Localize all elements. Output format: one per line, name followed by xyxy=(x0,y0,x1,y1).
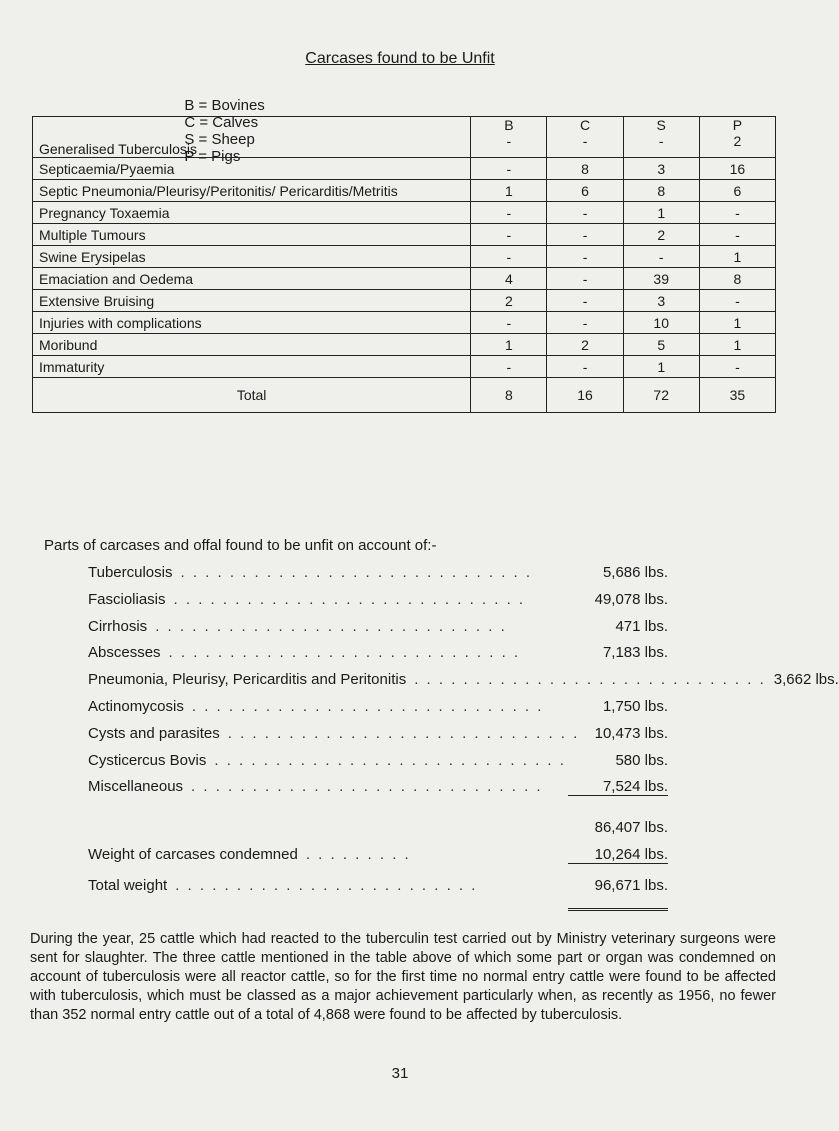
row-label: Generalised Tuberculosis xyxy=(33,117,471,158)
cell-value: - xyxy=(623,246,699,268)
parts-item-label: Cysticercus Bovis xyxy=(88,751,207,769)
total-weight-row xyxy=(88,877,668,904)
row-label: Immaturity xyxy=(33,356,471,378)
cell-value: 1 xyxy=(623,202,699,224)
cell-value: 3 xyxy=(623,158,699,180)
total-value: 72 xyxy=(623,378,699,413)
total-label: Total xyxy=(33,378,471,413)
cell-value: - xyxy=(699,290,775,312)
cell-value: - xyxy=(699,356,775,378)
cell-value: 8 xyxy=(623,180,699,202)
cell-value: 16 xyxy=(699,158,775,180)
leader-dots: . . . . . . . . . . . . . . . . . . . . . . . . . xyxy=(175,876,478,894)
leader-dots: . . . . . . . . . . . . . . . . . . . . . . . . . . . . . xyxy=(180,564,533,581)
leader-dots: . . . . . . . . . . . . . . . . . . . . . . . . . . . . . xyxy=(414,671,766,689)
cell-value: - xyxy=(699,202,775,224)
cell-value: 5 xyxy=(623,334,699,356)
parts-item xyxy=(88,564,668,591)
table-row xyxy=(33,334,776,356)
total-row xyxy=(33,378,776,413)
parts-item xyxy=(88,644,668,671)
parts-item-value: 3,662 lbs. xyxy=(773,671,839,689)
cell-value: 10 xyxy=(623,312,699,334)
cell-value: - xyxy=(471,246,547,268)
legend-item: B = Bovines xyxy=(184,97,265,114)
table-row xyxy=(33,268,776,290)
row-label: Septicaemia/Pyaemia xyxy=(33,158,471,180)
carcases-row xyxy=(88,846,668,873)
parts-item xyxy=(88,725,668,752)
parts-item-label: Cysts and parasites xyxy=(88,724,220,742)
carcases-value: 10,264 lbs. xyxy=(568,846,668,864)
row-label: Injuries with complications xyxy=(33,312,471,334)
cell-value: - xyxy=(547,268,623,290)
column-header: S - xyxy=(623,117,699,158)
leader-dots: . . . . . . . . . . . . . . . . . . . . . . . . . . . . . xyxy=(155,617,507,635)
cell-value: 1 xyxy=(699,334,775,356)
table-header-row xyxy=(33,117,776,158)
cell-value: - xyxy=(471,312,547,334)
column-header: P 2 xyxy=(699,117,775,158)
legend-item: S = Sheep xyxy=(184,131,255,148)
row-label: Emaciation and Oedema xyxy=(33,268,471,290)
leader-dots: . . . . . . . . . . . . . . . . . . . . . . . . . . . . . xyxy=(191,697,544,715)
cell-value: 8 xyxy=(699,268,775,290)
total-weight-label: Total weight xyxy=(88,876,168,894)
cell-value: - xyxy=(547,224,623,246)
cell-value: - xyxy=(471,356,547,378)
leader-dots: . . . . . . . . . xyxy=(305,845,411,863)
row-label: Multiple Tumours xyxy=(33,224,471,246)
parts-item-label: Fascioliasis xyxy=(88,590,166,608)
cell-value: - xyxy=(547,202,623,224)
parts-item-value: 10,473 lbs. xyxy=(594,724,668,742)
leader-dots: . . . . . . . . . . . . . . . . . . . . . . . . . . . . . xyxy=(227,724,580,742)
page-title: Carcases found to be Unfit xyxy=(305,50,495,67)
parts-title: Parts of carcases and offal found to be unfit on account of:- xyxy=(44,537,437,554)
body-paragraph: During the year, 25 cattle which had reacted to the tuberculin test carried out by Ministry veterinary surgeons were sent for slaughter. The three cattle mentioned in the table above of which some part or organ was condemned on account of tuberculosis were all reactor cattle, so for the first time no normal entry cattle were found to be affected with tuberculosis, which must be classed as a major achievement particularly when, as recently as 1956, no fewer than 352 normal entry cattle out of a total of 4,868 were found to be affected by tuberculosis. xyxy=(30,931,776,1023)
total-value: 35 xyxy=(699,378,775,413)
parts-item-value: 49,078 lbs. xyxy=(594,590,668,608)
parts-item xyxy=(88,618,668,645)
cell-value: - xyxy=(699,224,775,246)
table-row xyxy=(33,224,776,246)
cell-value: 1 xyxy=(471,334,547,356)
parts-item-label: Tuberculosis xyxy=(88,564,173,581)
cell-value: - xyxy=(471,158,547,180)
cell-value: - xyxy=(471,224,547,246)
cell-value: - xyxy=(547,356,623,378)
cell-value: 1 xyxy=(699,246,775,268)
row-label: Swine Erysipelas xyxy=(33,246,471,268)
table-row xyxy=(33,158,776,180)
parts-list xyxy=(88,564,839,911)
cell-value: 6 xyxy=(699,180,775,202)
cell-value: 1 xyxy=(699,312,775,334)
cell-value: 2 xyxy=(623,224,699,246)
column-header: B - xyxy=(471,117,547,158)
parts-item xyxy=(88,778,668,805)
cell-value: - xyxy=(547,246,623,268)
total-weight-value: 96,671 lbs. xyxy=(594,876,668,894)
parts-item-value: 7,183 lbs. xyxy=(602,644,668,662)
row-label: Septic Pneumonia/Pleurisy/Peritonitis/ Pericarditis/Metritis xyxy=(33,180,471,202)
parts-item xyxy=(88,591,668,618)
parts-item-value: 7,524 lbs. xyxy=(568,778,668,796)
row-label: Moribund xyxy=(33,334,471,356)
table-row xyxy=(33,246,776,268)
unfit-carcases-table xyxy=(32,116,776,413)
subtotal-value: 86,407 lbs. xyxy=(594,819,668,837)
leader-dots: . . . . . . . . . . . . . . . . . . . . . . . . . . . . . xyxy=(191,778,543,796)
legend-item: P = Pigs xyxy=(184,148,241,165)
cell-value: 8 xyxy=(547,158,623,180)
leader-dots: . . . . . . . . . . . . . . . . . . . . . . . . . . . . . xyxy=(214,751,566,769)
table-row xyxy=(33,202,776,224)
parts-item-value: 1,750 lbs. xyxy=(602,697,668,715)
parts-item xyxy=(88,698,668,725)
parts-item-label: Pneumonia, Pleurisy, Pericarditis and Peritonitis xyxy=(88,671,407,689)
parts-item-label: Miscellaneous xyxy=(88,778,184,796)
table-row xyxy=(33,290,776,312)
leader-dots: . . . . . . . . . . . . . . . . . . . . . . . . . . . . . xyxy=(173,590,526,608)
parts-item-label: Cirrhosis xyxy=(88,617,148,635)
row-label: Extensive Bruising xyxy=(33,290,471,312)
parts-item-value: 471 lbs. xyxy=(615,617,668,635)
double-underline xyxy=(568,904,668,911)
leader-dots: . . . . . . . . . . . . . . . . . . . . . . . . . . . . . xyxy=(168,644,521,662)
cell-value: 1 xyxy=(471,180,547,202)
carcases-label: Weight of carcases condemned xyxy=(88,845,298,863)
total-value: 16 xyxy=(547,378,623,413)
parts-item-value: 5,686 lbs. xyxy=(602,564,668,581)
column-header: C - xyxy=(547,117,623,158)
table-row xyxy=(33,180,776,202)
cell-value: - xyxy=(547,312,623,334)
parts-item-label: Abscesses xyxy=(88,644,161,662)
parts-item xyxy=(88,752,668,779)
cell-value: 1 xyxy=(623,356,699,378)
legend-item: C = Calves xyxy=(184,114,259,131)
cell-value: 6 xyxy=(547,180,623,202)
parts-item-label: Actinomycosis xyxy=(88,697,184,715)
subtotal-row xyxy=(88,819,668,846)
table-row xyxy=(33,356,776,378)
row-label: Pregnancy Toxaemia xyxy=(33,202,471,224)
cell-value: 2 xyxy=(547,334,623,356)
cell-value: - xyxy=(471,202,547,224)
parts-item xyxy=(88,671,839,698)
parts-item-value: 580 lbs. xyxy=(615,751,668,769)
table-row xyxy=(33,312,776,334)
total-value: 8 xyxy=(471,378,547,413)
cell-value: 4 xyxy=(471,268,547,290)
cell-value: 39 xyxy=(623,268,699,290)
page-number: 31 xyxy=(391,1065,409,1082)
cell-value: - xyxy=(547,290,623,312)
cell-value: 3 xyxy=(623,290,699,312)
cell-value: 2 xyxy=(471,290,547,312)
